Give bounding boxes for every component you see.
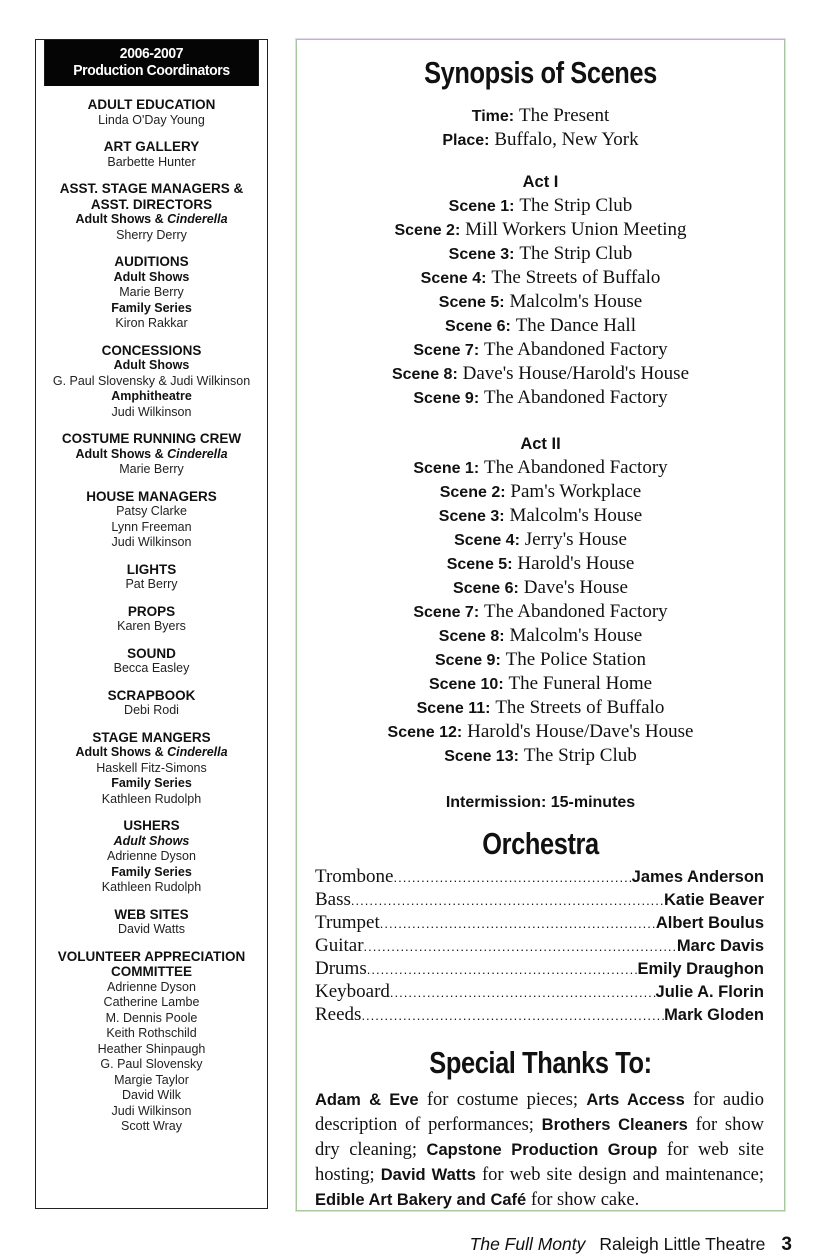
time-label: Time:: [471, 108, 515, 125]
coordinator-section: [36, 489, 267, 551]
scene-line: [297, 648, 784, 672]
subsection-text: Adult Shows: [113, 269, 190, 284]
scene-label: Scene 9:: [413, 390, 480, 407]
scene-label: Scene 2:: [439, 484, 506, 501]
scene-line: [297, 266, 784, 290]
orchestra-list: [315, 866, 764, 1027]
scene-location: The Abandoned Factory: [484, 601, 668, 622]
scene-label: Scene 1:: [413, 460, 480, 477]
scene-label: Scene 6:: [453, 580, 519, 597]
subsection-italic-text: Adult Shows: [113, 833, 190, 848]
dot-leader: [361, 1008, 664, 1023]
coordinator-name: Kathleen Rudolph: [101, 791, 202, 806]
scene-line: [297, 576, 784, 600]
sponsor-name: Edible Art Bakery and Café: [315, 1191, 527, 1209]
instrument-name: Drums: [315, 958, 367, 979]
subsection-italic-text: Cinderella: [167, 745, 228, 759]
musician-name: Julie A. Florin: [655, 983, 764, 1001]
scene-line: [297, 624, 784, 648]
subsection-text: Family Series: [111, 776, 192, 790]
scene-location: The Abandoned Factory: [484, 457, 668, 478]
musician-name: Emily Draughon: [637, 960, 764, 978]
scene-line: [297, 386, 784, 410]
scene-label: Scene 5:: [446, 556, 513, 573]
scene-label: Scene 4:: [454, 532, 520, 549]
sponsor-name: David Watts: [380, 1166, 476, 1184]
scene-location: Malcolm's House: [509, 291, 643, 312]
musician-name: Mark Gloden: [664, 1006, 764, 1024]
sponsor-contribution: for audio description of performances;: [315, 1090, 764, 1135]
sponsor-name: Brothers Cleaners: [541, 1116, 688, 1134]
subsection-italic-text: Cinderella: [167, 446, 228, 461]
scene-label: Scene 7:: [413, 604, 480, 621]
instrument-name: Reeds: [315, 1004, 362, 1025]
scene-label: Scene 7:: [413, 342, 480, 359]
scene-label: Scene 9:: [434, 652, 501, 669]
program-main-panel: [296, 39, 785, 1211]
special-thanks-paragraph: [315, 1088, 764, 1213]
coordinator-name: Barbette Hunter: [107, 154, 196, 169]
dot-leader: [393, 870, 631, 885]
production-coordinators-panel: [35, 39, 268, 1209]
footer-theatre-name: Raleigh Little Theatre: [599, 1234, 766, 1254]
scene-label: Scene 1:: [448, 198, 515, 215]
coordinator-section: [36, 254, 267, 332]
section-title: ADULT EDUCATION: [87, 97, 216, 112]
coordinator-section: [36, 949, 267, 1135]
coordinator-name: Linda O'Day Young: [98, 112, 205, 127]
orchestra-row: [315, 912, 764, 935]
scene-label: Scene 5:: [438, 294, 505, 311]
section-title: LIGHTS: [126, 561, 177, 577]
act-one-block: [297, 171, 784, 410]
dot-leader: [364, 939, 677, 954]
coordinator-section: [36, 343, 267, 421]
coordinator-name: Patsy Clarke: [116, 504, 187, 518]
section-title: ASST. DIRECTORS: [90, 196, 213, 212]
scene-label: Scene 2:: [394, 222, 461, 239]
coordinator-name: Heather Shinpaugh: [97, 1041, 206, 1056]
scene-location: Dave's House/Harold's House: [462, 363, 690, 384]
scene-label: Scene 3:: [438, 508, 505, 525]
coordinator-name: Marie Berry: [119, 462, 184, 476]
section-title: USHERS: [123, 818, 180, 833]
section-title: ASST. STAGE MANAGERS &: [59, 181, 244, 196]
place-label: Place:: [442, 132, 490, 149]
coordinator-name: G. Paul Slovensky: [100, 1057, 203, 1071]
scene-line: [297, 504, 784, 528]
scene-line: [297, 314, 784, 338]
sponsor-contribution: for web site hosting;: [315, 1140, 764, 1185]
scene-line: [297, 338, 784, 362]
section-title: ART GALLERY: [103, 139, 200, 154]
scene-line: [297, 600, 784, 624]
coordinator-name: Adrienne Dyson: [107, 979, 196, 994]
orchestra-row: [315, 935, 764, 958]
coordinator-list: [36, 86, 267, 1135]
place-line: [297, 128, 784, 152]
coordinator-name: Judi Wilkinson: [111, 1103, 192, 1118]
coordinator-name: Sherry Derry: [116, 227, 187, 242]
coordinator-name: Kathleen Rudolph: [101, 880, 202, 894]
scene-location: Pam's Workplace: [510, 481, 642, 502]
scene-line: [297, 242, 784, 266]
coordinator-name: Debi Rodi: [124, 703, 179, 717]
musician-name: Albert Boulus: [655, 914, 764, 932]
scene-line: [297, 720, 784, 744]
coordinator-name: Marie Berry: [119, 285, 184, 299]
scene-location: The Streets of Buffalo: [491, 267, 661, 288]
page-number: 3: [781, 1234, 792, 1255]
scene-location: Harold's House: [517, 553, 635, 574]
orchestra-heading: Orchestra: [482, 826, 599, 861]
scene-location: The Strip Club: [519, 195, 633, 216]
sponsor-name: Capstone Production Group: [426, 1141, 658, 1159]
musician-name: Katie Beaver: [664, 891, 764, 909]
coordinator-section: [36, 139, 267, 170]
coordinator-section: [36, 688, 267, 719]
orchestra-row: [315, 981, 764, 1004]
intermission-note: Intermission: 15-minutes: [445, 794, 636, 811]
scene-line: [297, 480, 784, 504]
coordinator-name: G. Paul Slovensky & Judi Wilkinson: [52, 373, 251, 388]
scene-line: [297, 552, 784, 576]
instrument-name: Keyboard: [315, 981, 390, 1002]
place-value: Buffalo, New York: [494, 129, 639, 150]
scene-location: The Funeral Home: [508, 673, 653, 694]
scene-label: Scene 10:: [428, 676, 504, 693]
section-title: CONCESSIONS: [101, 342, 202, 358]
dot-leader: [390, 985, 656, 1000]
coordinator-name: Judi Wilkinson: [111, 535, 192, 549]
coordinator-name: Keith Rothschild: [106, 1026, 197, 1040]
subsection-label: [36, 301, 267, 317]
special-thanks-heading: Special Thanks To:: [429, 1045, 652, 1080]
orchestra-row: [315, 1004, 764, 1027]
scene-location: The Abandoned Factory: [484, 387, 668, 408]
dot-leader: [367, 962, 638, 977]
scene-location: Malcolm's House: [509, 625, 643, 646]
coordinator-name: Adrienne Dyson: [107, 849, 196, 863]
scene-line: [297, 672, 784, 696]
scene-label: Scene 8:: [438, 628, 505, 645]
scene-location: Dave's House: [523, 577, 628, 598]
scene-location: Malcolm's House: [509, 505, 643, 526]
subsection-text: Adult Shows: [113, 358, 190, 372]
coordinator-section: [36, 730, 267, 808]
coordinator-name: Pat Berry: [125, 577, 178, 591]
section-title: AUDITIONS: [114, 254, 189, 269]
section-title: SOUND: [127, 645, 176, 661]
coordinator-name: Becca Easley: [113, 661, 190, 675]
act-two-scene-list: [297, 456, 784, 768]
subsection-text: Adult Shows &: [75, 446, 168, 461]
scene-label: Scene 12:: [387, 724, 463, 741]
coordinator-section: [36, 907, 267, 938]
coordinator-section: [36, 97, 267, 128]
dot-leader: [351, 893, 664, 908]
scene-location: Mill Workers Union Meeting: [465, 219, 687, 240]
instrument-name: Trombone: [315, 866, 394, 887]
scene-location: The Streets of Buffalo: [495, 697, 665, 718]
coordinator-name: Catherine Lambe: [103, 995, 200, 1009]
scene-location: Harold's House/Dave's House: [467, 721, 694, 742]
sponsor-name: Adam & Eve: [315, 1091, 419, 1109]
coordinator-section: [36, 646, 267, 677]
sponsor-name: Arts Access: [586, 1091, 685, 1109]
panel-header-year: 2006-2007: [119, 45, 184, 62]
scene-label: Scene 4:: [420, 270, 487, 287]
coordinator-section: [36, 818, 267, 896]
scene-label: Scene 8:: [391, 366, 458, 383]
coordinator-name: Kiron Rakkar: [115, 316, 188, 330]
scene-line: [297, 456, 784, 480]
scene-location: Jerry's House: [524, 529, 627, 550]
subsection-label: [36, 776, 267, 792]
scene-label: Scene 13:: [444, 748, 519, 765]
scene-location: The Strip Club: [519, 243, 633, 264]
subsection-label: [36, 270, 267, 286]
instrument-name: Bass: [315, 889, 351, 910]
sponsor-contribution: for show dry cleaning;: [315, 1115, 764, 1160]
sponsor-contribution: for costume pieces;: [418, 1090, 587, 1110]
subsection-italic-text: Cinderella: [167, 212, 228, 226]
coordinator-name: David Wilk: [121, 1088, 182, 1102]
time-value: The Present: [519, 105, 610, 126]
orchestra-row: [315, 866, 764, 889]
scene-label: Scene 3:: [448, 246, 515, 263]
section-title: SCRAPBOOK: [107, 687, 196, 703]
scene-line: [297, 744, 784, 768]
instrument-name: Trumpet: [315, 912, 380, 933]
scene-location: The Dance Hall: [515, 315, 636, 336]
act-one-title: Act I: [522, 173, 559, 191]
scene-line: [297, 528, 784, 552]
coordinator-section: [36, 431, 267, 478]
scene-label: Scene 11:: [416, 700, 491, 717]
subsection-text: Family Series: [111, 300, 192, 315]
scene-line: [297, 696, 784, 720]
instrument-name: Guitar: [315, 935, 364, 956]
subsection-label: [36, 834, 267, 850]
scene-location: The Police Station: [505, 649, 647, 670]
scene-location: The Strip Club: [523, 745, 637, 766]
scene-line: [297, 290, 784, 314]
subsection-label: [36, 358, 267, 374]
coordinator-name: Karen Byers: [117, 619, 186, 633]
section-title: COMMITTEE: [111, 964, 192, 979]
scene-line: [297, 194, 784, 218]
section-title: STAGE MANGERS: [92, 729, 211, 745]
section-title: COSTUME RUNNING CREW: [61, 431, 242, 446]
time-line: [297, 104, 784, 128]
time-place-block: [297, 104, 784, 152]
section-title: PROPS: [127, 603, 176, 619]
synopsis-heading: Synopsis of Scenes: [424, 55, 657, 90]
scene-label: Scene 6:: [445, 318, 511, 335]
act-two-title: Act II: [520, 435, 561, 453]
section-title: VOLUNTEER APPRECIATION: [57, 948, 246, 964]
subsection-text: Family Series: [111, 864, 192, 879]
subsection-label: [36, 745, 267, 761]
orchestra-row: [315, 958, 764, 981]
scene-line: [297, 218, 784, 242]
scene-location: The Abandoned Factory: [484, 339, 668, 360]
coordinator-name: Haskell Fitz-Simons: [96, 760, 207, 775]
coordinator-section: [36, 604, 267, 635]
subsection-text: Adult Shows &: [75, 212, 168, 226]
subsection-text: Amphitheatre: [111, 389, 192, 403]
subsection-label: [36, 865, 267, 881]
page-footer: [470, 1234, 792, 1256]
subsection-text: Adult Shows &: [75, 745, 168, 759]
orchestra-row: [315, 889, 764, 912]
footer-show-title: The Full Monty: [469, 1234, 586, 1254]
panel-header-title: Production Coordinators: [73, 62, 230, 79]
subsection-label: [36, 212, 267, 228]
coordinator-name: Lynn Freeman: [111, 519, 192, 534]
section-title: WEB SITES: [114, 906, 189, 922]
subsection-label: [36, 389, 267, 405]
coordinator-section: [36, 562, 267, 593]
musician-name: Marc Davis: [676, 937, 764, 955]
section-title: HOUSE MANAGERS: [86, 488, 217, 504]
act-one-scene-list: [297, 194, 784, 410]
coordinator-name: Judi Wilkinson: [111, 404, 192, 419]
coordinator-name: David Watts: [118, 922, 185, 936]
panel-header: [44, 40, 259, 86]
coordinator-name: M. Dennis Poole: [105, 1010, 198, 1025]
sponsor-contribution: for show cake.: [526, 1190, 640, 1210]
act-two-block: [297, 433, 784, 768]
scene-line: [297, 362, 784, 386]
coordinator-section: [36, 181, 267, 243]
coordinator-name: Margie Taylor: [114, 1072, 189, 1087]
sponsor-contribution: for web site design and maintenance;: [475, 1165, 765, 1185]
coordinator-name: Scott Wray: [121, 1119, 182, 1133]
dot-leader: [380, 916, 656, 931]
subsection-label: [36, 447, 267, 463]
musician-name: James Anderson: [631, 868, 764, 886]
